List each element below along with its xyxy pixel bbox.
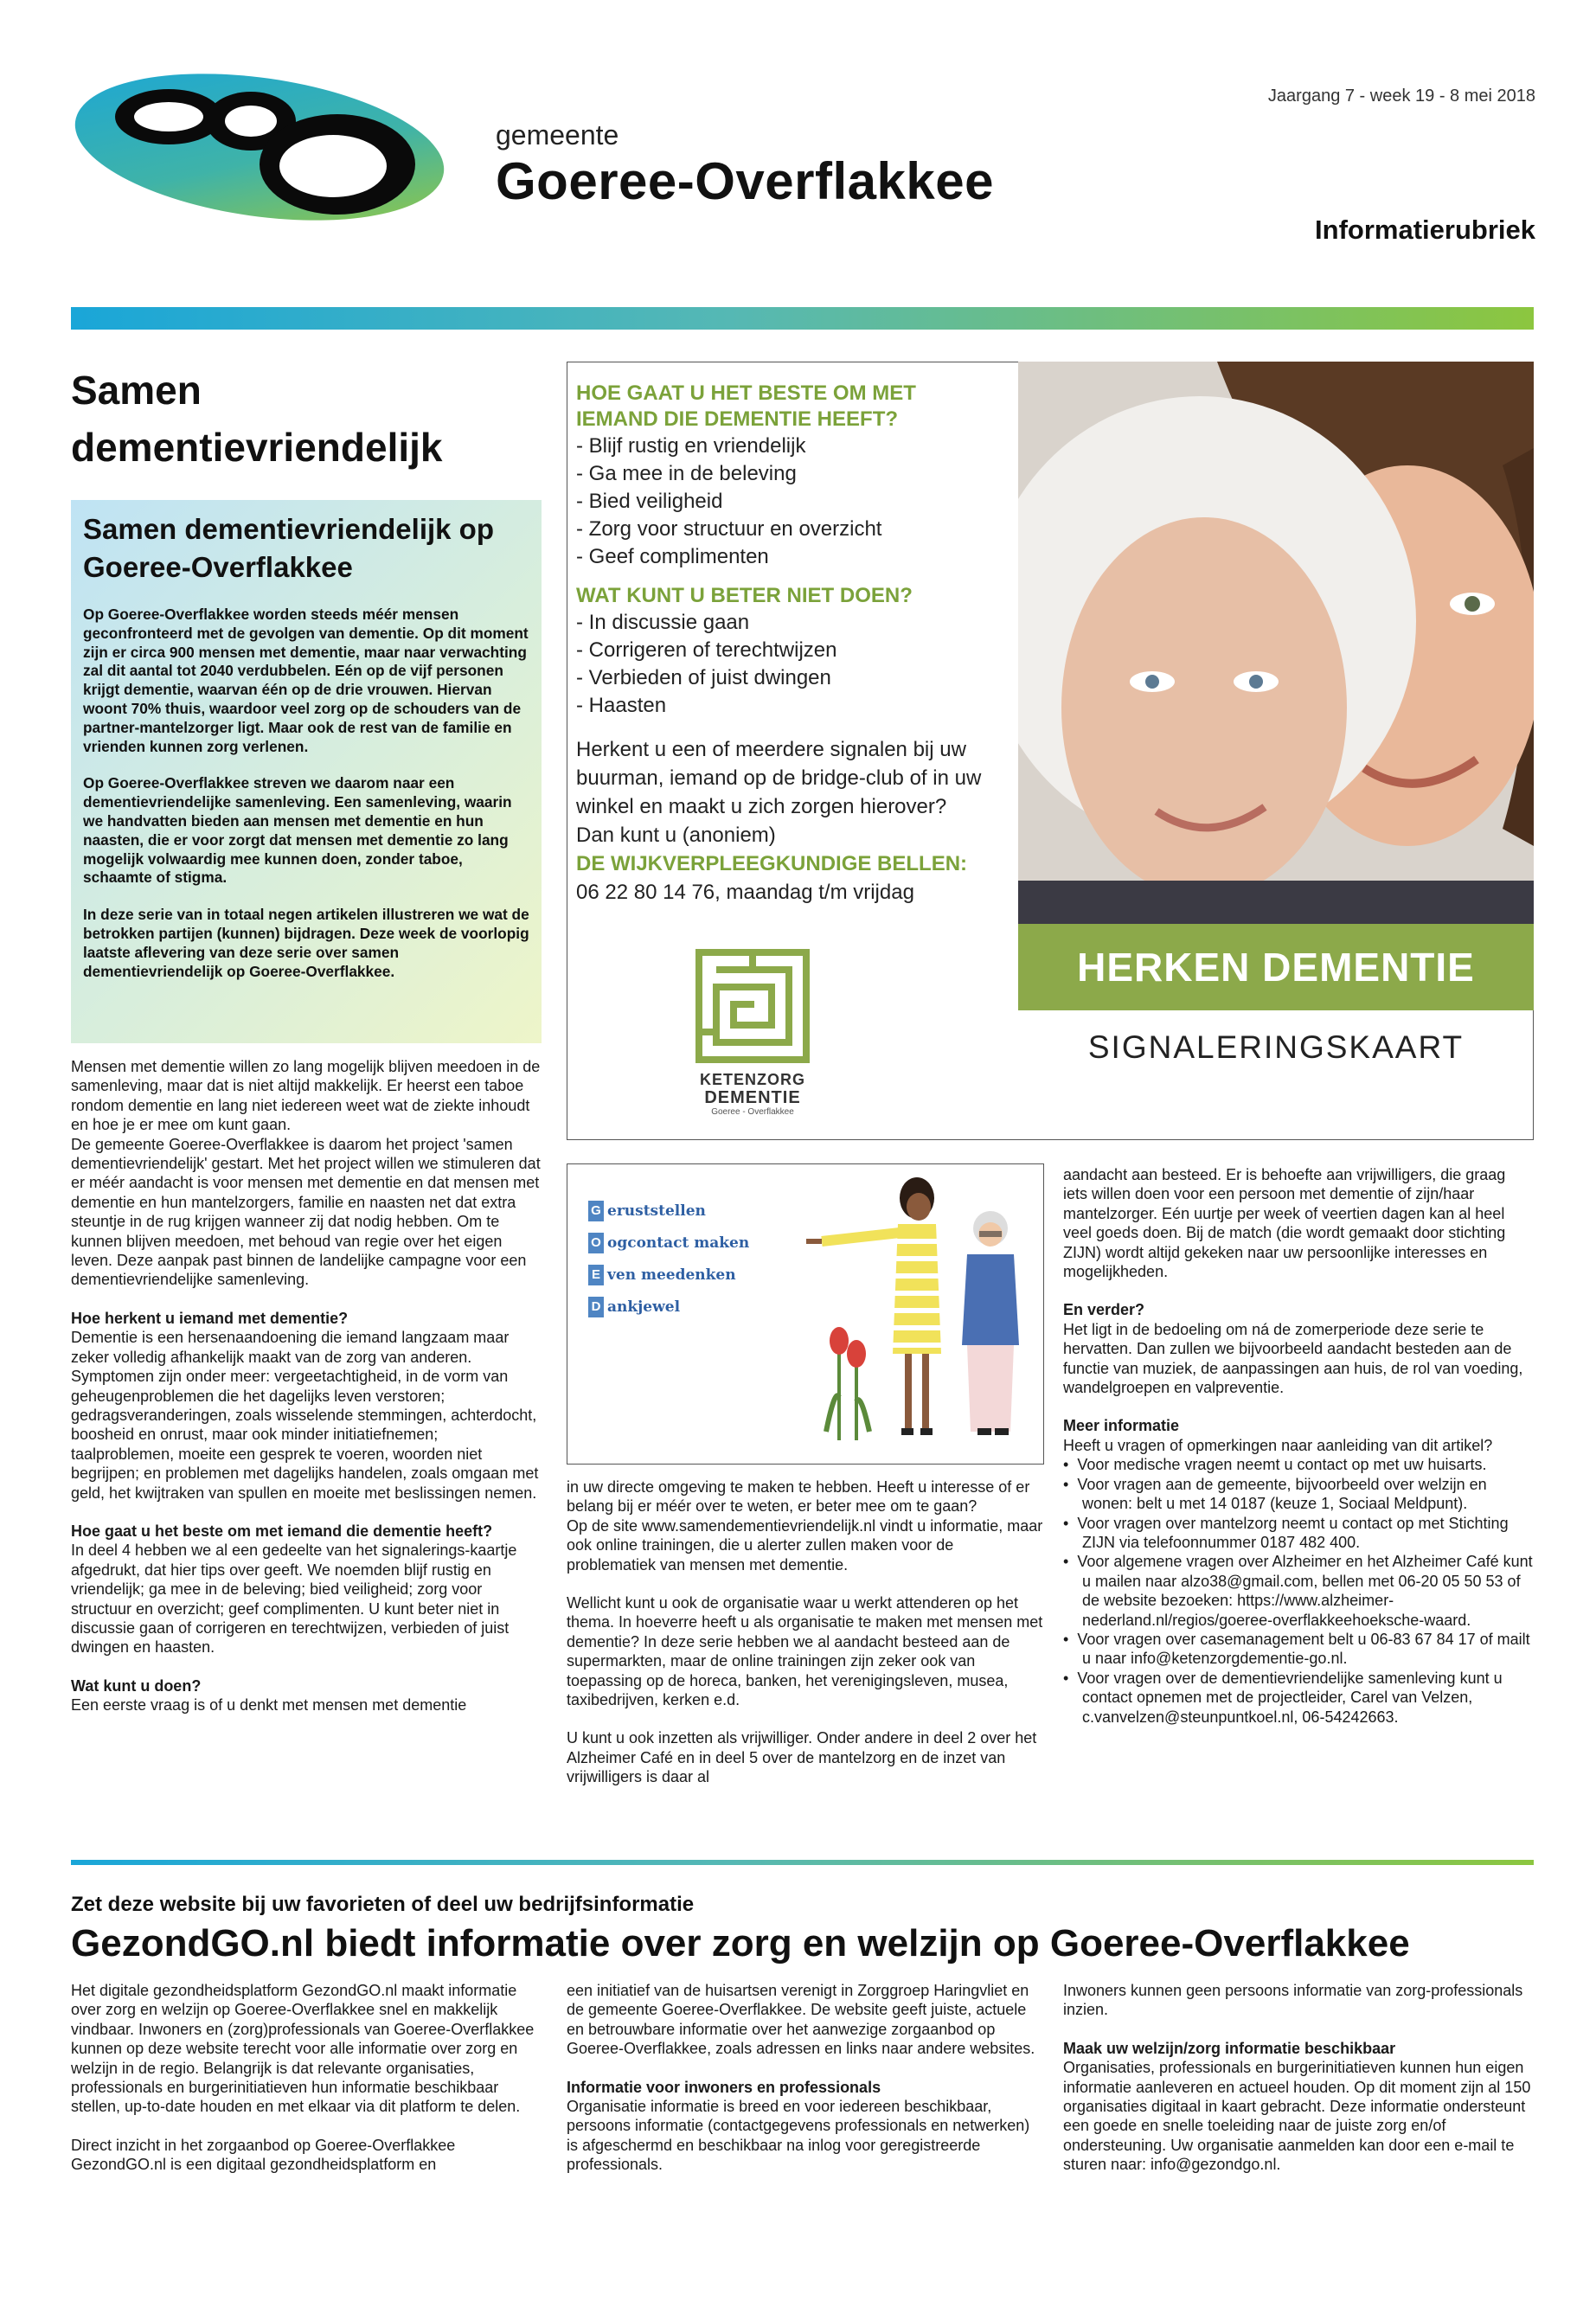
- logo-line-1: KETENZORG: [699, 1071, 805, 1088]
- maze-icon: [692, 945, 813, 1067]
- subheading: En verder?: [1063, 1301, 1145, 1319]
- bottom-title: GezondGO.nl biedt informatie over zorg en welzijn op Goeree-Overflakkee: [71, 1922, 1410, 1965]
- body-paragraph: Organisatie informatie is breed en voor iedereen beschikbaar, persoons informatie (contactgegevens professionals en netwerken) is afgeschermd en beschikbaar na inlog voor geregistreerde professionals.: [567, 2098, 1030, 2174]
- subheading: Meer informatie: [1063, 1417, 1180, 1435]
- bullet-text: Voor algemene vragen over Alzheimer en het Alzheimer Café kunt u mailen naar alzo38@gmail.com, bellen met 06-20 05 50 53 of de website bezoeken: https://www.alzheimer-nederland.nl/regios/goeree-overflakkeehoeksche-waard.: [1077, 1553, 1533, 1629]
- body-paragraph: Inwoners kunnen geen persoons informatie van zorg-professionals inzien.: [1063, 1982, 1523, 2019]
- ketenzorg-logo: [692, 945, 813, 1118]
- elderly-woman-figure: [962, 1211, 1019, 1432]
- dont-item: - In discussie gaan: [576, 609, 983, 637]
- body-paragraph: U kunt u ook inzetten als vrijwilliger. Onder andere in deel 2 over het Alzheimer Café en in deel 5 over de mantelzorg en de inzet van vrijwilligers is daar al: [567, 1729, 1037, 1786]
- municipality-small: gemeente: [496, 119, 619, 151]
- goed-word: eruststellen: [607, 1202, 706, 1220]
- intro-box: [71, 500, 542, 1043]
- goed-word: ogcontact maken: [607, 1234, 750, 1252]
- section-label: Informatierubriek: [1315, 215, 1535, 245]
- goed-letter: G: [588, 1201, 604, 1221]
- municipality-name: Goeree-Overflakkee: [496, 152, 995, 210]
- bullet-text: Voor vragen over mantelzorg neemt u contact op met Stichting ZIJN via telefoonnummer 0187 482 400.: [1077, 1514, 1509, 1551]
- body-paragraph: Dementie is een hersenaandoening die iemand langzaam maar zeker volledig afhankelijk maakt van de zorg van anderen. Symptomen zijn onder meer: vergeetachtigheid, in de vorm van geheugenproblemen die het dagelijks leven verstoren; gedragsveranderingen, zoals wisselende stemmingen, achterdocht, boosheid en onrust, maar ook minder initiatiefnemen; taalproblemen, moeite een gesprek te voeren, woorden niet begrijpen; en problemen met dagelijks handelen, zoals omgaan met geld, het kwijtraken van spullen en moeite met beslissingen nemen.: [71, 1329, 539, 1502]
- article-column-2: [567, 1477, 1044, 1787]
- bottom-kicker: Zet deze website bij uw favorieten of deel uw bedrijfsinformatie: [71, 1893, 695, 1916]
- info-bullet: • Voor medische vragen neemt u contact op met uw huisarts.: [1063, 1456, 1487, 1474]
- do-list: [576, 433, 983, 571]
- goed-letter: O: [588, 1233, 604, 1253]
- bottom-column-3: [1063, 1981, 1534, 2175]
- herken-dementie-banner: HERKEN DEMENTIE: [1018, 924, 1534, 1010]
- goed-word: ven meedenken: [607, 1266, 736, 1284]
- subheading: Maak uw welzijn/zorg informatie beschikbaar: [1063, 2039, 1396, 2057]
- intro-paragraph: Op Goeree-Overflakkee streven we daarom naar een dementievriendelijke samenleving. Een samenleving, waarin we handvatten bieden aan mensen met dementie en hun naasten, die er voor zorgt dat mensen met dementie zo lang mogelijk volwaardig mee kunnen doen, zonder taboe, schaamte of stigma.: [83, 774, 512, 887]
- goed-item: [588, 1233, 761, 1257]
- section-divider: [71, 1860, 1534, 1865]
- logo-line-3: Goeree - Overflakkee: [711, 1107, 794, 1117]
- info-bullet: • Voor vragen over de dementievriendelijke samenleving kunt u contact opnemen met de projectleider, Carel van Velzen, c.vanvelzen@steunpuntkoel.nl, 06-54242663.: [1063, 1669, 1503, 1726]
- goed-letter: D: [588, 1297, 604, 1317]
- goed-item: [588, 1265, 761, 1289]
- intro-title: Samen dementievriendelijk op Goeree-Overflakkee: [83, 513, 494, 583]
- info-bullets: [1063, 1455, 1534, 1727]
- phone-number: 06 22 80 14 76, maandag t/m vrijdag: [576, 881, 914, 904]
- do-item: - Zorg voor structuur en overzicht: [576, 516, 983, 543]
- photo-women: [1018, 362, 1534, 924]
- article-column-3: [1063, 1165, 1534, 1727]
- intro-paragraph: Op Goeree-Overflakkee worden steeds méér mensen geconfronteerd met de gevolgen van dementie. Op dit moment zijn er circa 900 mensen met dementie, maar naar verwachting zal dit aantal tot 2040 verdubbelen. Eén op de vijf personen krijgt dementie, waarvan één op de drie vrouwen. Hiervan woont 70% thuis, waardoor veel zorg op de schouders van de partner-mantelzorger ligt. Maar ook de rest van de familie en vrienden kunnen zorg verlenen.: [83, 606, 529, 755]
- subheading: Hoe gaat u het beste om met iemand die dementie heeft?: [71, 1522, 493, 1540]
- info-bullet: • Voor vragen over mantelzorg neemt u contact op met Stichting ZIJN via telefoonnummer 0187 482 400.: [1063, 1514, 1509, 1551]
- bullet-text: Voor vragen over casemanagement belt u 06-83 67 84 17 of mailt u naar info@ketenzorgdementie-go.nl.: [1077, 1630, 1530, 1668]
- subheading: Informatie voor inwoners en professionals: [567, 2078, 881, 2096]
- info-bullet: • Voor vragen over casemanagement belt u 06-83 67 84 17 of mailt u naar info@ketenzorgdementie-go.nl.: [1063, 1630, 1530, 1668]
- subheading: Wat kunt u doen?: [71, 1676, 202, 1695]
- do-item: - Ga mee in de beleving: [576, 460, 983, 488]
- body-paragraph: De gemeente Goeree-Overflakkee is daarom het project 'samen dementievriendelijk' gestart. Met het project willen we stimuleren dat er méér aandacht is voor mensen met dementie en dat mensen met dementie en hun mantelzorgers, familie en naasten net dat extra steuntje in de rug krijgen wanneer zij dat nodig hebben. Om te kunnen blijven meedoen, met behoud van regie over het eigen leven. Deze aanpak past binnen de landelijke campagne voor een dementievriendelijke samenleving.: [71, 1135, 541, 1289]
- bottom-column-1: [71, 1981, 542, 2175]
- bullet-text: Voor vragen aan de gemeente, bijvoorbeeld over welzijn en wonen: belt u met 14 0187 (keuze 1, Sociaal Meldpunt).: [1077, 1475, 1487, 1513]
- body-paragraph: Het ligt in de bedoeling om ná de zomerperiode deze serie te hervatten. Dan zullen we bijvoorbeeld aandacht besteden aan de functie van muziek, de aanpassingen aan huis, de rol van voeding, wandelgroepen en valpreventie.: [1063, 1320, 1523, 1397]
- article-column-1: [71, 1057, 542, 1715]
- dont-item: - Corrigeren of terechtwijzen: [576, 637, 983, 664]
- body-paragraph: Op de site www.samendementievriendelijk.nl vindt u informatie, maar ook online trainingen, die u alerter zullen maken voor de problematiek van mensen met dementie.: [567, 1516, 1043, 1574]
- article-headline: Samen dementievriendelijk: [71, 368, 443, 470]
- body-paragraph: Mensen met dementie willen zo lang mogelijk blijven meedoen in de samenleving, maar dat is niet altijd makkelijk. Er heerst een taboe rondom dementie en lang niet iedereen weet wat de ziekte inhoudt en hoe je er mee om kunt gaan.: [71, 1058, 541, 1134]
- body-paragraph: in uw directe omgeving te maken te hebben. Heeft u interesse of er belang bij er méér over te weten, er beter mee om te gaan?: [567, 1478, 1030, 1516]
- dont-list: [576, 609, 983, 720]
- logo-line-2: DEMENTIE: [704, 1088, 801, 1107]
- goed-item: [588, 1201, 761, 1225]
- body-paragraph: Organisaties, professionals en burgerinitiatieven kunnen hun eigen informatie aanleveren en actueel houden. Op dit moment zijn al 150 organisaties digitaal in kaart gebracht. Deze informatie ondersteunt een goede en snelle toeleiding naar de juiste zorg en/of ondersteuning. Uw organisatie aanmelden kan door een e-mail te sturen naar: info@gezondgo.nl.: [1063, 2059, 1531, 2174]
- do-item: - Bied veiligheid: [576, 488, 983, 516]
- do-item: - Geef complimenten: [576, 543, 983, 571]
- body-paragraph: Wellicht kunt u ook de organisatie waar u werkt attenderen op het thema. In hoeverre heeft u als organisatie te maken met mensen met dementie? In deze serie hebben we al aandacht besteed aan de supermarkten, maar de online trainingen zijn zeker ook van toepassing op de horeca, banken, het verenigingsleven, musea, taxibedrijven, kerken e.d.: [567, 1594, 1043, 1709]
- body-paragraph: een initiatief van de huisartsen verenigt in Zorggroep Haringvliet en de gemeente Goeree-Overflakkee. De website geeft juiste, actuele en betrouwbare informatie over het aanwezige zorgaanbod op Goeree-Overflakkee, zoals adressen en links naar andere websites.: [567, 1982, 1035, 2058]
- body-paragraph: Heeft u vragen of opmerkingen naar aanleiding van dit artikel?: [1063, 1436, 1493, 1454]
- bullet-text: Voor vragen over de dementievriendelijke samenleving kunt u contact opnemen met de projectleider, Carel van Velzen, c.vanvelzen@steunpuntkoel.nl, 06-54242663.: [1077, 1669, 1503, 1726]
- goed-letter: E: [588, 1265, 604, 1285]
- dont-item: - Verbieden of juist dwingen: [576, 664, 983, 692]
- signaleringskaart-text: [576, 381, 983, 907]
- goed-word: ankjewel: [607, 1298, 681, 1316]
- portrait-image: [1018, 362, 1534, 924]
- subheading: Hoe herkent u iemand met dementie?: [71, 1309, 349, 1327]
- goed-item: [588, 1297, 761, 1321]
- bullet-text: Voor medische vragen neemt u contact op met uw huisarts.: [1077, 1456, 1487, 1474]
- header-gradient-bar: [71, 307, 1534, 330]
- issue-info: Jaargang 7 - week 19 - 8 mei 2018: [1267, 87, 1535, 106]
- people-tulips-illustration: [787, 1172, 1038, 1458]
- woman-figure: [806, 1177, 941, 1432]
- info-bullet: • Voor vragen aan de gemeente, bijvoorbeeld over welzijn en wonen: belt u met 14 0187 (keuze 1, Sociaal Meldpunt).: [1063, 1475, 1487, 1513]
- tulip-icon: [826, 1327, 869, 1440]
- body-paragraph: In deel 4 hebben we al een gedeelte van het signalerings-kaartje afgedrukt, dat hier tips over geeft. We noemden blijf rustig en vriendelijk; ga mee in de beleving; bied veiligheid; zorg voor structuur en overzicht; geef complimenten. U kunt beter niet in discussie gaan of corrigeren en terechtwijzen, verbieden of juist dwingen en haasten.: [71, 1541, 517, 1657]
- body-paragraph: Het digitale gezondheidsplatform GezondGO.nl maakt informatie over zorg en welzijn op Goeree-Overflakkee snel en makkelijk vindbaar. Inwoners en (zorg)professionals van Goeree-Overflakkee kunnen op deze website terecht voor alle informatie over zorg en welzijn in de regio. Belangrijk is dat relevante organisaties, professionals en burgerinitiatieven hun informatie beschikbaar stellen, up-to-date houden en met elkaar via dit platform te delen.: [71, 1982, 535, 2116]
- info-bullet: • Voor algemene vragen over Alzheimer en het Alzheimer Café kunt u mailen naar alzo38@gmail.com, bellen met 06-20 05 50 53 of de website bezoeken: https://www.alzheimer-nederland.nl/regios/goeree-overflakkeehoeksche-waard.: [1063, 1553, 1533, 1629]
- bottom-column-2: [567, 1981, 1044, 2175]
- call-label: DE WIJKVERPLEEGKUNDIGE BELLEN:: [576, 852, 968, 875]
- tips-heading: HOE GAAT U HET BESTE OM MET IEMAND DIE DEMENTIE HEEFT?: [576, 381, 916, 431]
- signaleringskaart-title: SIGNALERINGSKAART: [1087, 1029, 1465, 1065]
- body-paragraph: Direct inzicht in het zorgaanbod op Goeree-Overflakkee GezondGO.nl is een digitaal gezondheidsplatform en: [71, 2136, 456, 2174]
- card-paragraph: Herkent u een of meerdere signalen bij uw buurman, iemand op de bridge-club of in uw winkel en maakt u zich zorgen hierover? Dan kunt u (anoniem): [576, 738, 982, 847]
- do-item: - Blijf rustig en vriendelijk: [576, 433, 983, 460]
- intro-paragraph: In deze serie van in totaal negen artikelen illustreren we wat de betrokken partijen (kunnen) bijdragen. Deze week de voorlopig laatste aflevering van deze serie over samen dementievriendelijk op Goeree-Overflakkee.: [83, 906, 529, 980]
- body-paragraph: Een eerste vraag is of u denkt met mensen met dementie: [71, 1696, 467, 1715]
- dont-heading: WAT KUNT U BETER NIET DOEN?: [576, 584, 913, 607]
- gemeente-logo: [69, 69, 450, 225]
- body-paragraph: aandacht aan besteed. Er is behoefte aan vrijwilligers, die graag iets willen doen voor een persoon met dementie of zijn/haar mantelzorger. Eén uurtje per week of veertien dagen kan al heel veel goeds doen. Bij de match (die wordt gemaakt door stichting ZIJN) wordt altijd gekeken naar uw persoonlijke interesses en mogelijkheden.: [1063, 1166, 1506, 1281]
- dont-item: - Haasten: [576, 692, 983, 720]
